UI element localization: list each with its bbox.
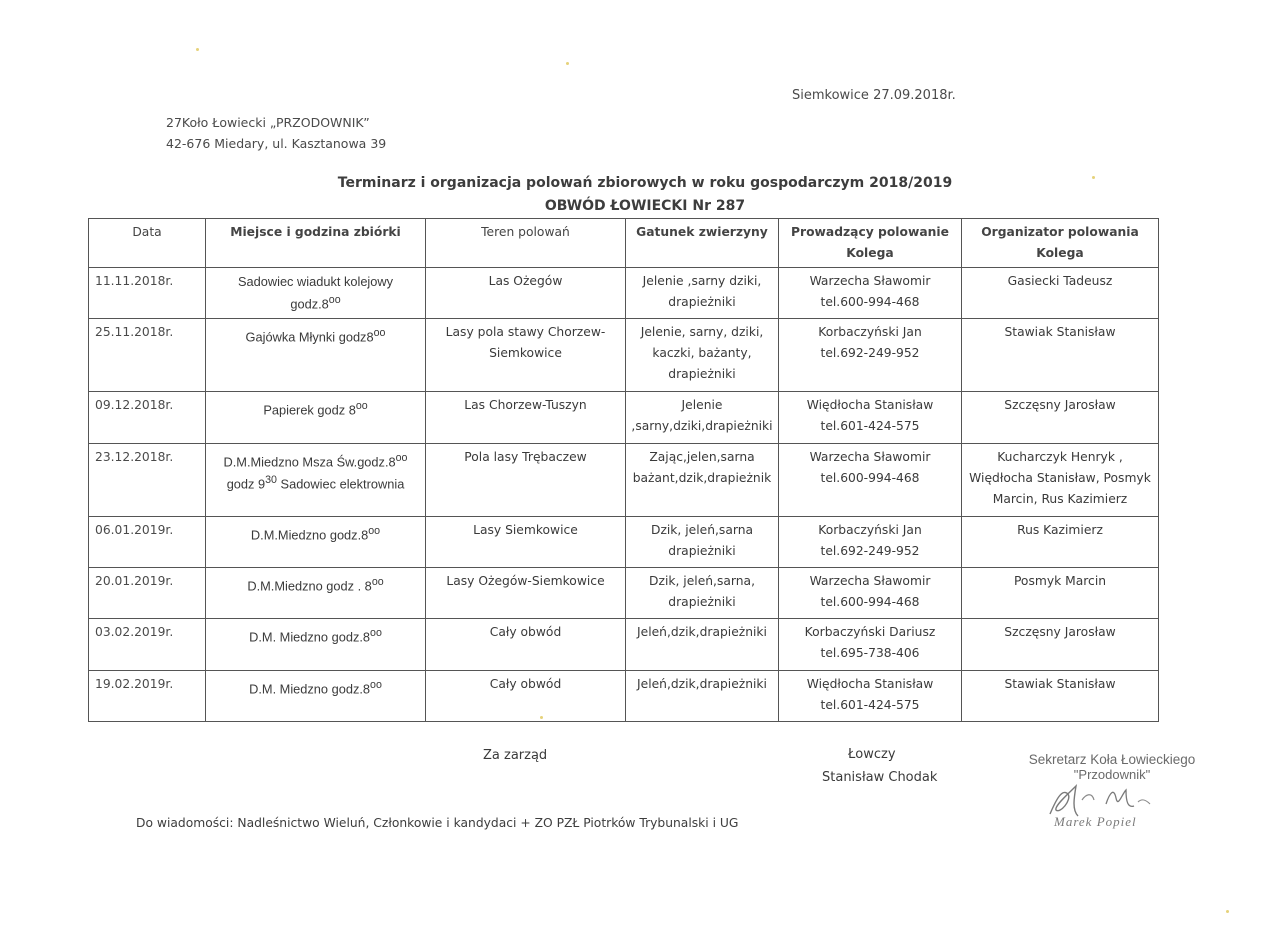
row-organizer (962, 619, 1159, 671)
row-organizer (962, 517, 1159, 568)
organizer-line: Rus Kazimierz (1017, 523, 1103, 537)
leader-name: Korbaczyński Jan (818, 325, 922, 339)
table-row (89, 392, 1159, 444)
row-area: Las Chorzew-Tuszyn (426, 392, 626, 444)
row-area: Lasy Ożegów-Siemkowice (426, 568, 626, 619)
leader-name: Więdłocha Stanisław (806, 398, 934, 412)
leader-phone: tel.600-994-468 (820, 295, 920, 309)
place-time: godz.8 (290, 296, 329, 312)
place-date: Siemkowice 27.09.2018r. (792, 88, 956, 103)
scan-speck (196, 48, 199, 51)
table-header-row (89, 219, 1159, 268)
species-line: Dzik, jeleń,sarna (650, 523, 754, 537)
row-leader (779, 392, 962, 444)
place-time-minutes: oo (355, 400, 368, 412)
leader-phone: tel.601-424-575 (820, 419, 920, 433)
row-date: 03.02.2019r. (89, 619, 206, 671)
place-line (210, 522, 421, 544)
species-line: Jelenie (681, 398, 723, 412)
organization-address (166, 112, 386, 154)
row-species (626, 392, 779, 444)
place-text: D.M.Miedzno godz.8 (250, 527, 369, 543)
row-date: 09.12.2018r. (89, 392, 206, 444)
row-leader (779, 517, 962, 568)
stamp-person-name: Marek Popiel (1054, 814, 1137, 829)
row-area: Lasy Siemkowice (426, 517, 626, 568)
place-text: Sadowiec elektrownia (276, 476, 405, 492)
leader-phone: tel.600-994-468 (820, 471, 920, 485)
row-date: 19.02.2019r. (89, 671, 206, 722)
organizer-line: Kucharczyk Henryk , (997, 450, 1123, 464)
row-place (206, 568, 426, 619)
header-species: Gatunek zwierzyny (626, 219, 779, 268)
document-title: Terminarz i organizacja polowań zbiorowych w roku gospodarczym 2018/2019 (337, 175, 953, 191)
row-species (626, 568, 779, 619)
header-place: Miejsce i godzina zbiórki (206, 219, 426, 268)
row-date: 23.12.2018r. (89, 444, 206, 517)
species-line: Jeleń,dzik,drapieżniki (637, 677, 767, 691)
row-species (626, 319, 779, 392)
organizer-line: Stawiak Stanisław (1004, 325, 1116, 339)
place-line (210, 291, 421, 313)
place-line (210, 397, 421, 419)
table-row (89, 517, 1159, 568)
place-text: Gajówka Młynki godz8 (245, 329, 374, 345)
row-area (426, 319, 626, 392)
scan-speck (1226, 910, 1229, 913)
board-signature-label: Za zarząd (483, 748, 548, 763)
row-place (206, 268, 426, 319)
row-organizer (962, 268, 1159, 319)
row-leader (779, 671, 962, 722)
table-row (89, 268, 1159, 319)
header-organizer (962, 219, 1159, 268)
species-line: Dzik, jeleń,sarna, (649, 574, 755, 588)
table-row (89, 619, 1159, 671)
row-organizer (962, 392, 1159, 444)
lowczy-name: Stanisław Chodak (822, 770, 938, 785)
place-text: godz 9 (226, 476, 266, 492)
table-row (89, 319, 1159, 392)
row-place (206, 517, 426, 568)
place-line (210, 471, 421, 493)
species-line: Jeleń,dzik,drapieżniki (637, 625, 767, 639)
header-leader (779, 219, 962, 268)
place-line (210, 676, 421, 698)
place-line: Sadowiec wiadukt kolejowy (237, 274, 394, 289)
row-organizer (962, 319, 1159, 392)
leader-name: Warzecha Sławomir (809, 574, 931, 588)
row-place (206, 619, 426, 671)
organizer-line: Marcin, Rus Kazimierz (992, 492, 1128, 506)
table-row (89, 671, 1159, 722)
table-row (89, 444, 1159, 517)
row-area: Cały obwód (426, 671, 626, 722)
row-leader (779, 268, 962, 319)
organizer-line: Szczęsny Jarosław (1004, 398, 1116, 412)
species-line: Jelenie, sarny, dziki, (640, 325, 764, 339)
place-line (210, 624, 421, 646)
header-organizer-line2: Kolega (1036, 246, 1084, 260)
organizer-line: Szczęsny Jarosław (1004, 625, 1116, 639)
header-leader-line2: Kolega (846, 246, 894, 260)
place-line (210, 449, 421, 471)
row-species (626, 671, 779, 722)
leader-name: Warzecha Sławomir (809, 450, 931, 464)
area-line: Siemkowice (489, 346, 562, 360)
place-line (210, 573, 421, 595)
organization-street: 42-676 Miedary, ul. Kasztanowa 39 (166, 136, 387, 151)
place-time-minutes: oo (370, 679, 382, 691)
organizer-line: Gasiecki Tadeusz (1007, 274, 1113, 288)
row-species (626, 444, 779, 517)
leader-name: Warzecha Sławomir (809, 274, 931, 288)
leader-phone: tel.600-994-468 (820, 595, 920, 609)
place-time-minutes: oo (373, 327, 386, 339)
place-text: D.M.Miedzno godz . 8 (247, 578, 372, 594)
row-organizer (962, 444, 1159, 517)
row-leader (779, 619, 962, 671)
species-line: drapieżniki (668, 367, 736, 381)
organization-name: 27Koło Łowiecki „PRZODOWNIK” (166, 115, 370, 130)
leader-phone: tel.601-424-575 (820, 698, 920, 712)
species-line: drapieżniki (668, 595, 736, 609)
leader-phone: tel.692-249-952 (820, 544, 920, 558)
species-line: drapieżniki (668, 544, 736, 558)
table-row (89, 568, 1159, 619)
row-place (206, 392, 426, 444)
place-text: D.M.Miedzno Msza Św.godz.8 (223, 454, 396, 470)
header-area: Teren polowań (426, 219, 626, 268)
scan-speck (566, 62, 569, 65)
row-leader (779, 319, 962, 392)
row-date: 06.01.2019r. (89, 517, 206, 568)
organizer-line: Więdłocha Stanisław, Posmyk (969, 471, 1151, 485)
species-line: drapieżniki (668, 295, 736, 309)
organizer-line: Posmyk Marcin (1013, 574, 1107, 588)
row-leader (779, 568, 962, 619)
header-leader-line1: Prowadzący polowanie (791, 225, 949, 239)
header-date: Data (89, 219, 206, 268)
row-place (206, 444, 426, 517)
place-text: Papierek godz 8 (263, 402, 356, 418)
row-date: 11.11.2018r. (89, 268, 206, 319)
row-species (626, 268, 779, 319)
scan-speck (540, 716, 543, 719)
row-species (626, 619, 779, 671)
leader-phone: tel.695-738-406 (820, 646, 920, 660)
species-line: ,sarny,dziki,drapieżniki (631, 419, 773, 433)
secretary-stamp (1012, 752, 1212, 782)
species-line: Jelenie ,sarny dziki, (642, 274, 762, 288)
area-line: Lasy pola stawy Chorzew- (445, 325, 606, 339)
species-line: bażant,dzik,drapieżnik (632, 471, 772, 485)
row-species (626, 517, 779, 568)
place-time-minutes: oo (371, 576, 384, 588)
row-area: Las Ożegów (426, 268, 626, 319)
leader-name: Więdłocha Stanisław (806, 677, 934, 691)
row-place (206, 319, 426, 392)
row-date: 20.01.2019r. (89, 568, 206, 619)
organizer-line: Stawiak Stanisław (1004, 677, 1116, 691)
row-area: Pola lasy Trębaczew (426, 444, 626, 517)
row-date: 25.11.2018r. (89, 319, 206, 392)
distribution-note: Do wiadomości: Nadleśnictwo Wieluń, Członkowie i kandydaci + ZO PZŁ Piotrków Trybunalski i UG (136, 816, 739, 830)
row-organizer (962, 671, 1159, 722)
species-line: Zając,jelen,sarna (649, 450, 755, 464)
leader-name: Korbaczyński Jan (818, 523, 922, 537)
place-time-minutes: oo (368, 525, 381, 537)
place-time-minutes: 30 (265, 474, 277, 487)
row-place (206, 671, 426, 722)
stamp-club-name: "Przodownik" (1073, 767, 1151, 782)
row-leader (779, 444, 962, 517)
row-area: Cały obwód (426, 619, 626, 671)
leader-name: Korbaczyński Dariusz (804, 625, 936, 639)
place-time-minutes: oo (370, 627, 382, 639)
stamp-title: Sekretarz Koła Łowieckiego (1028, 752, 1196, 767)
document-subtitle: OBWÓD ŁOWIECKI Nr 287 (544, 198, 746, 214)
place-time-minutes: oo (395, 452, 408, 464)
place-time-minutes: oo (328, 294, 341, 306)
lowczy-title: Łowczy (848, 747, 896, 762)
place-text: D.M. Miedzno godz.8 (249, 681, 371, 697)
row-organizer (962, 568, 1159, 619)
species-line: kaczki, bażanty, (652, 346, 752, 360)
header-organizer-line1: Organizator polowania (981, 225, 1139, 239)
scan-speck (1092, 176, 1095, 179)
place-text: D.M. Miedzno godz.8 (249, 629, 371, 645)
leader-phone: tel.692-249-952 (820, 346, 920, 360)
hunting-schedule-table (88, 218, 1159, 722)
place-line (210, 324, 421, 346)
